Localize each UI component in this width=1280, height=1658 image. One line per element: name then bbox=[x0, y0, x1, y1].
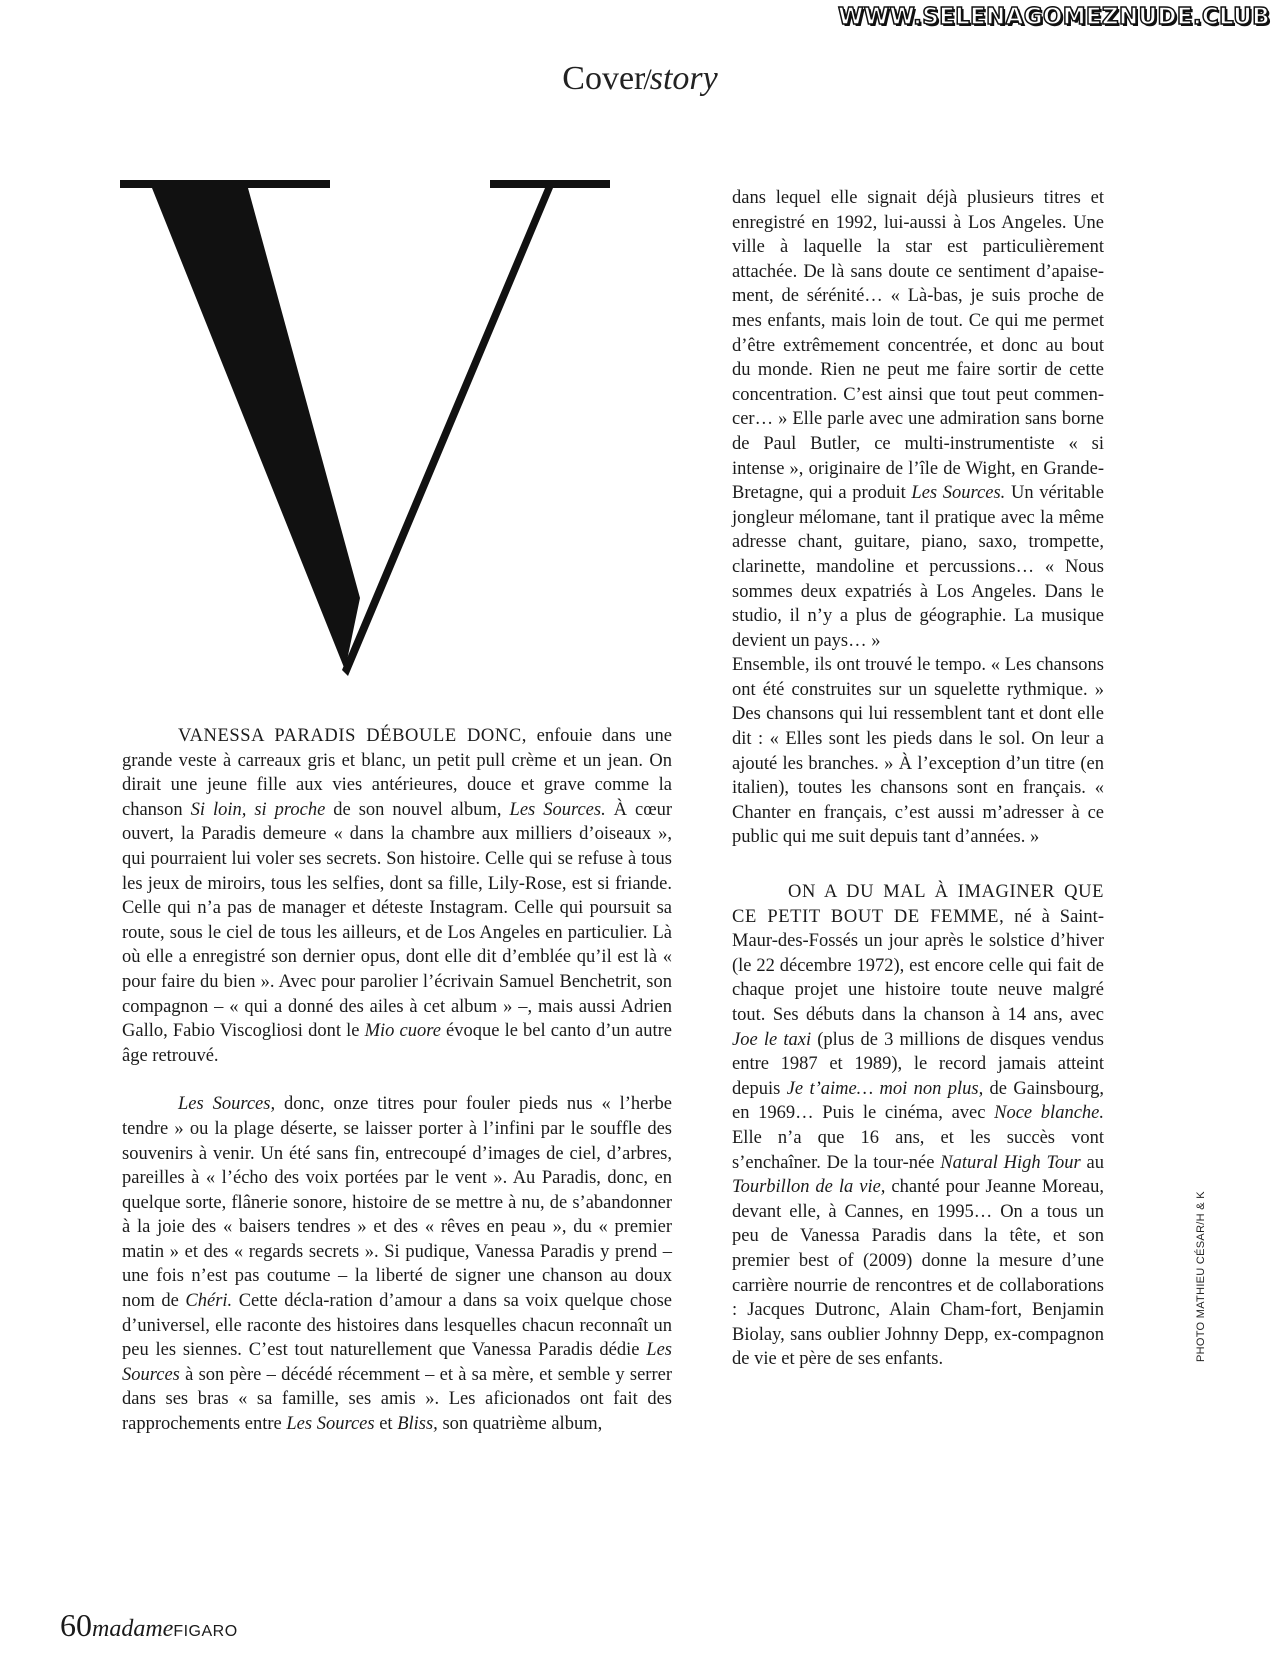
song-title: Joe le taxi bbox=[732, 1029, 812, 1050]
article-column-left bbox=[122, 724, 672, 1437]
magazine-name-suffix: FIGARO bbox=[173, 1623, 238, 1640]
album-title: Les Sources. bbox=[509, 799, 606, 820]
paragraph-text: à son père – décédé récemment – et à sa mère, et semble y serrer dans ses bras « sa famille, ses amis ». Les aficionados ont fait des rapprochements entre bbox=[122, 1364, 672, 1435]
header-slash: / bbox=[643, 63, 652, 96]
paragraph-text: Cette décla-ration d’amour a dans sa voix quelque chose d’universel, elle raconte des histoires dans lesquelles chacun reconnaît un peu les siennes. C’est tout naturellement que Vanessa Paradis dédie bbox=[122, 1291, 673, 1361]
album-title: Les Sources bbox=[286, 1414, 375, 1435]
dropcap-v-icon bbox=[120, 180, 640, 710]
paragraph-lead-in: VANESSA PARADIS DÉBOULE DONC, bbox=[178, 726, 528, 746]
page-number: 60 bbox=[60, 1607, 92, 1643]
album-title: Les Sources bbox=[122, 1340, 672, 1385]
article-paragraph bbox=[122, 1092, 672, 1436]
album-title: Bliss, bbox=[397, 1414, 438, 1435]
song-title: Tourbillon de la vie, bbox=[732, 1177, 886, 1198]
song-title: Mio cuore bbox=[364, 1021, 441, 1042]
tour-title: Natural High Tour bbox=[940, 1152, 1081, 1173]
paragraph-text: de Gainsbourg, en 1969… Puis le cinéma, avec bbox=[732, 1078, 1104, 1124]
article-paragraph bbox=[122, 724, 672, 1068]
paragraph-text: né à Saint-Maur-des-Fossés un jour après le solstice d’hiver (le 22 décembre 1972), est encore celle qui fait de chaque projet une histoire toute neuve malgré tout. Ses débuts dans la chanson à 14 ans, avec bbox=[732, 906, 1104, 1025]
watermark: WWW.SELENAGOMEZNUDE.CLUB bbox=[838, 4, 1270, 30]
header-cover: Cover bbox=[562, 60, 646, 97]
album-title: Les Sources, bbox=[178, 1094, 276, 1115]
paragraph-text: dans lequel elle signait déjà plusieurs titres et enregistré en 1992, lui-aussi à Los Angeles. Une ville à laquelle la star est particulièrement attachée. De là sans doute ce sentiment d’apaise-ment, de sérénité… « Là-bas, je suis proche de mes enfants, mais loin de tout. Ce qui me permet d’être extrêmement concentrée, et donc au bout du monde. Rien ne peut me faire sortir de cette concentration. C’est ainsi que tout peut commen-cer… » Elle parle avec une admiration sans borne de Paul Butler, ce multi-instrumentiste « si intense », originaire de l’île de Wight, en Grande-Bretagne, qui a produit bbox=[732, 188, 1104, 504]
song-title: Je t’aime… moi non plus, bbox=[786, 1078, 984, 1099]
film-title: Noce blanche. bbox=[994, 1103, 1104, 1124]
magazine-name: madame bbox=[92, 1616, 174, 1642]
header-story: story bbox=[649, 60, 718, 97]
article-paragraph bbox=[732, 186, 1104, 653]
article-column-right bbox=[732, 186, 1104, 1372]
paragraph-text: Un véritable jongleur mélomane, tant il pratique avec la même adresse chant, guitare, piano, saxo, trompette, clarinette, mandoline et percussions… « Nous sommes deux expatriés à Los Angeles. Dans le studio, il n’y a plus de géographie. La musique devient un pays… » bbox=[732, 483, 1104, 651]
page-footer bbox=[60, 1607, 238, 1644]
paragraph-text: évoque le bel canto d’un autre âge retrouvé. bbox=[122, 1021, 672, 1066]
paragraph-text: (plus de 3 millions de disques vendus entre 1987 et 1989), le record jamais atteint depuis bbox=[732, 1029, 1105, 1099]
paragraph-text: au bbox=[1080, 1152, 1104, 1173]
paragraph-text: donc, onze titres pour fouler pieds nus « l’herbe tendre » ou la plage déserte, se laisser porter à l’infini par le souffle des souvenirs à venir. Un été sans fin, entrecoupé d’images de ciel, d’arbres, pareilles à « l’écho des voix portées par le vent ». Au Paradis, donc, en quelque sorte, flânerie sonore, histoire de se mettre à nu, de s’abandonner à la joie des « baisers tendres » et des « rêves en peau », du « premier matin » et des « regards secrets ». Si pudique, Vanessa Paradis y prend – une fois n’est pas coutume – la liberté de signer une chanson au doux nom de bbox=[122, 1094, 672, 1312]
article-paragraph: Ensemble, ils ont trouvé le tempo. « Les chansons ont été construites sur un squelette rythmique. » Des chansons qui lui ressemblent tant et dont elle dit : « Elles sont les pieds dans le sol. On leur a ajouté les branches. » À l’exception d’un titre (en italien), toutes les chansons sont en français. « Chanter en français, c’est aussi m’adresser à ce public qui me suit depuis tant d’années. » bbox=[732, 655, 1104, 848]
paragraph-text: son quatrième album, bbox=[437, 1414, 603, 1435]
paragraph-text: enfouie dans une grande veste à carreaux gris et blanc, un petit pull crème et un jean. On dirait une jeune fille aux vies antérieures, douce et grave comme la chanson bbox=[122, 726, 672, 820]
paragraph-lead-in: ON A DU MAL À IMAGINER QUE CE PETIT BOUT DE FEMME, bbox=[732, 882, 1104, 927]
album-title: Les Sources. bbox=[911, 483, 1006, 504]
photo-credit: PHOTO MATHIEU CÉSAR/H & K bbox=[1195, 1191, 1207, 1362]
paragraph-text: À cœur ouvert, la Paradis demeure « dans la chambre aux milliers d’oiseaux », qui pourraient lui voler ses secrets. Son histoire. Celle qui se refuse à tous les jeux de miroirs, tous les selfies, dont sa fille, Lily-Rose, est si friande. Celle qui n’a pas de manager et déteste Instagram. Celle qui poursuit sa route, sous le ciel de tous les ailleurs, et de Los Angeles en particulier. Là où elle a enregistré son dernier opus, dont elle dit d’emblée qu’il est là « pour faire du bien ». Avec pour parolier l’écrivain Samuel Benchetrit, son compagnon – « qui a donné des ailes à cet album » –, mais aussi Adrien Gallo, Fabio Viscogliosi dont le bbox=[122, 799, 672, 1042]
article-paragraph bbox=[732, 880, 1104, 1372]
paragraph-text: Elle n’a que 16 ans, et les succès vont s’enchaîner. De la tour-née bbox=[732, 1127, 1104, 1173]
section-header bbox=[0, 60, 1280, 98]
song-title: Si loin, si proche bbox=[190, 799, 326, 820]
paragraph-text: chanté pour Jeanne Moreau, devant elle, à Cannes, en 1995… On a tous un peu de Vanessa Paradis dans la tête, et son premier best of (2009) donne la mesure d’une carrière nourrie de rencontres et de collaborations : Jacques Dutronc, Alain Cham-fort, Benjamin Biolay, sans oublier Johnny Depp, ex-compagnon de vie et père de ses enfants. bbox=[732, 1177, 1104, 1370]
song-title: Chéri. bbox=[185, 1291, 233, 1312]
paragraph-text: de son nouvel album, bbox=[325, 799, 510, 820]
paragraph-text: et bbox=[374, 1414, 398, 1435]
